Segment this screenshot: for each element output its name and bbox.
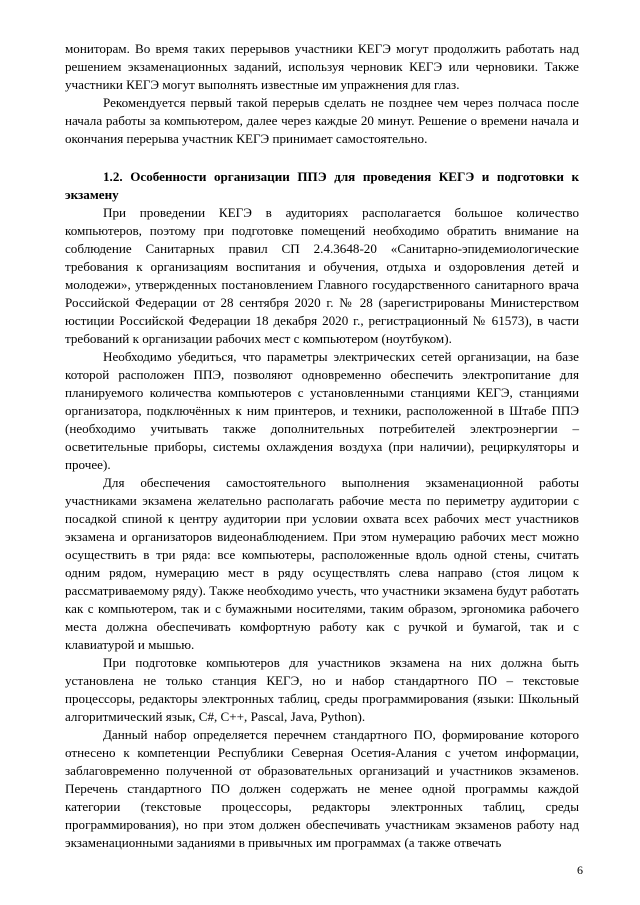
paragraph-continuation: мониторам. Во время таких перерывов участники КЕГЭ могут продолжить работать над решением экзаменационных заданий, используя черновик КЕГЭ или черновики. Также участники КЕГЭ могут выполнять известные им упражнения для глаз. bbox=[65, 41, 579, 92]
paragraph-software-setup: При подготовке компьютеров для участников экзамена на них должна быть установлена не только станция КЕГЭ, но и набор стандартного ПО – текстовые процессоры, редакторы электронных таблиц, среды программирования (языки: Школьный алгоритмический язык, C#, C++, Pascal, Java, Python). bbox=[65, 655, 579, 724]
paragraph-standard-software: Данный набор определяется перечнем стандартного ПО, формирование которого отнесено к компетенции Республики Северная Осетия-Алания с учетом информации, заблаговременно полученной от образовательных организаций и участников экзаменов. Перечень стандартного ПО должен содержать не менее одной программы каждой категории (текстовые процессоры, редакторы электронных таблиц, среды программирования), но при этом должен обеспечивать участникам экзаменов работу над экзаменационными заданиями в привычных им программах (а также отвечать bbox=[65, 727, 579, 850]
page-content bbox=[65, 40, 579, 852]
section-heading: 1.2. Особенности организации ППЭ для проведения КЕГЭ и подготовки к экзамену bbox=[65, 169, 579, 202]
paragraph-sanitary-rules: При проведении КЕГЭ в аудиториях располагается большое количество компьютеров, поэтому при подготовке помещений необходимо обратить внимание на соблюдение Санитарных правил СП 2.4.3648-20 «Санитарно-эпидемиологические требования к организациям воспитания и обучения, отдыха и оздоровления детей и молодежи», утвержденных постановлением Главного государственного санитарного врача Российской Федерации от 28 сентября 2020 г. № 28 (зарегистрированы Министерством юстиции Российской Федерации 18 декабря 2020 г., регистрационный № 61573), в части требований к организации рабочих мест с компьютером (ноутбуком). bbox=[65, 205, 579, 346]
paragraph-break-recommendation: Рекомендуется первый такой перерыв сделать не позднее чем через полчаса после начала работы за компьютером, далее через каждые 20 минут. Решение о времени начала и окончания перерыва участник КЕГЭ принимает самостоятельно. bbox=[65, 95, 579, 146]
paragraph-electrical-networks: Необходимо убедиться, что параметры электрических сетей организации, на базе которой расположен ППЭ, позволяют одновременно обеспечить электропитание для планируемого количества компьютеров с установленными станциями КЕГЭ, станциями организатора, подключённых к ним принтеров, и техники, расположенной в Штабе ППЭ (необходимо учитывать также дополнительных потребителей электроэнергии – осветительные приборы, системы охлаждения воздуха (при наличии), рециркуляторы и прочее). bbox=[65, 349, 579, 472]
paragraph-workplace-layout: Для обеспечения самостоятельного выполнения экзаменационной работы участниками экзамена желательно располагать рабочие места по периметру аудитории с посадкой спиной к центру аудитории при условии охвата всех рабочих мест участников экзамена и организаторов видеонаблюдением. При этом нумерацию рабочих мест можно осуществить в три ряда: все компьютеры, расположенные вдоль одной стены, считать одним рядом, нумерацию мест в ряду осуществлять слева направо (стоя лицом к рассматриваемому ряду). Также необходимо учесть, что участники экзамена будут работать как с компьютером, так и с бумажными носителями, таким образом, эргономика рабочего места должна обеспечивать комфортную работу как с ручкой и бумагой, так и с клавиатурой и мышью. bbox=[65, 475, 579, 652]
page-number: 6 bbox=[577, 863, 583, 877]
